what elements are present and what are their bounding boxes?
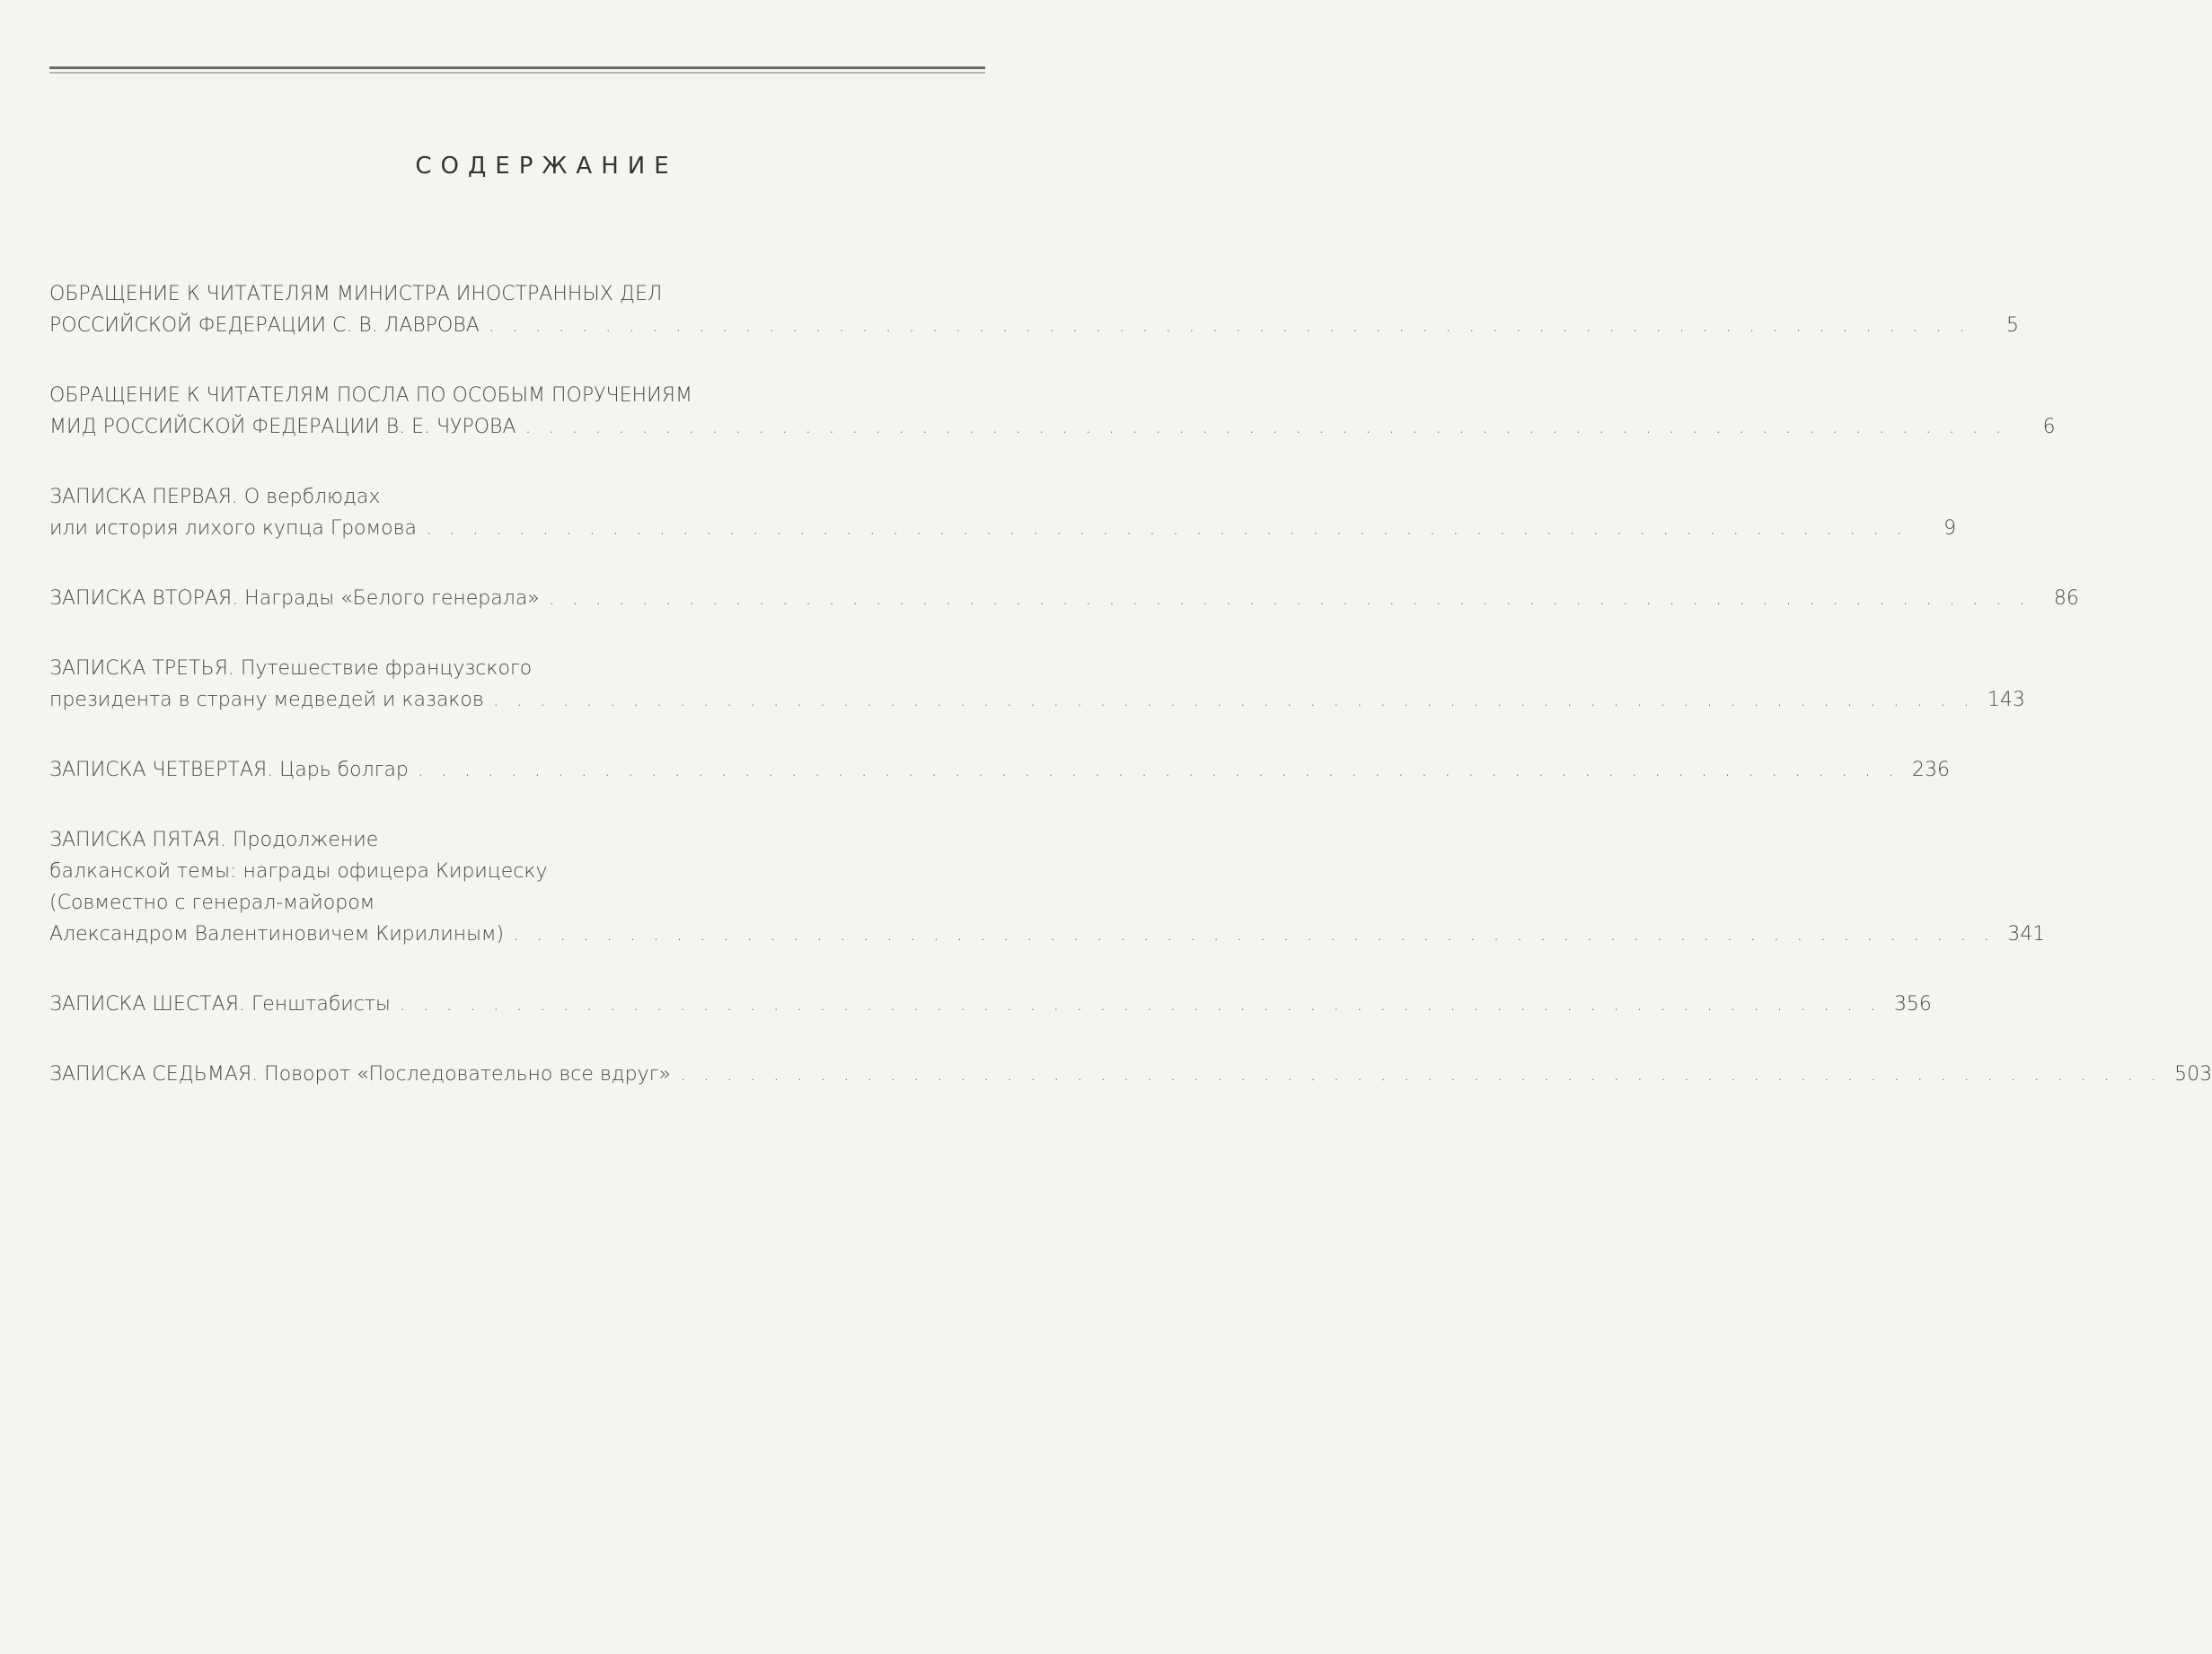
toc-entry-text: ЗАПИСКА ШЕСТАЯ. Генштабисты: [49, 993, 391, 1016]
toc-page-number: 86: [2053, 587, 2079, 610]
toc-entry: [49, 481, 1957, 544]
toc-page-number: 356: [1893, 993, 1932, 1016]
toc-entry-text: РОССИЙСКОЙ ФЕДЕРАЦИИ С. В. ЛАВРОВА: [49, 314, 480, 337]
toc-entry: [49, 653, 2025, 716]
toc-entry-text: ЗАПИСКА ВТОРАЯ. Награды «Белого генерала»: [49, 587, 540, 610]
toc-page-number: 6: [2042, 416, 2056, 438]
toc-entry-line: ЗАПИСКА ТРЕТЬЯ. Путешествие французского: [49, 657, 533, 680]
toc-leader-dots: . . . . . . . . . . . . . . . . . . . . . . . . . . . . . . . . . . . . . . . . . . . . . . . . . . . . . . . . . . . . . . . .: [548, 587, 2031, 610]
toc-entry-text: или история лихого купца Громова: [49, 517, 417, 540]
toc-entry-last-line: [49, 989, 1932, 1020]
toc-leader-dots: . . . . . . . . . . . . . . . . . . . . . . . . . . . . . . . . . . . . . . . . . . . . . . . . . . . . . . . . . . . . . . . .: [417, 759, 1900, 781]
toc-entry-text: ЗАПИСКА СЕДЬМАЯ. Поворот «Последовательно все вдруг»: [49, 1063, 671, 1086]
toc-page-number: 143: [1987, 689, 2025, 711]
toc-entry-line: ЗАПИСКА ПЯТАЯ. Продолжение: [49, 829, 379, 851]
toc-entry: [49, 380, 2056, 443]
toc-page-number: 503: [2174, 1063, 2212, 1086]
toc-leader-dots: . . . . . . . . . . . . . . . . . . . . . . . . . . . . . . . . . . . . . . . . . . . . . . . . . . . . . . . . . . . . . . . .: [425, 517, 1908, 540]
toc-entry-text: МИД РОССИЙСКОЙ ФЕДЕРАЦИИ В. Е. ЧУРОВА: [49, 416, 516, 438]
toc-entry-line: балканской темы: награды офицера Кирицеску: [49, 860, 548, 883]
toc-entry-text: Александром Валентиновичем Кирилиным): [49, 923, 505, 946]
toc-entry-text: ЗАПИСКА ЧЕТВЕРТАЯ. Царь болгар: [49, 759, 409, 781]
toc-page-number: 236: [1912, 759, 1951, 781]
toc-leader-dots: . . . . . . . . . . . . . . . . . . . . . . . . . . . . . . . . . . . . . . . . . . . . . . . . . . . . . . . . . . . . . . . .: [488, 314, 1970, 337]
toc-page-number: 341: [2007, 923, 2046, 946]
toc-page-number: 5: [2005, 314, 2019, 337]
header-rule: [49, 66, 985, 74]
toc-entry-last-line: [49, 684, 2025, 716]
toc-entry-line: ЗАПИСКА ПЕРВАЯ. О верблюдах: [49, 486, 381, 508]
toc-entry: [49, 824, 2046, 950]
toc-entry-last-line: [49, 754, 1951, 786]
toc-page-number: 9: [1943, 517, 1957, 540]
header-rule-thin: [49, 72, 985, 74]
toc-entry: [49, 583, 2079, 614]
toc-entry-last-line: [49, 583, 2079, 614]
toc-entry-last-line: [49, 513, 1957, 544]
toc-entry: [49, 989, 1932, 1020]
toc-entry-last-line: [49, 1059, 2212, 1090]
toc-entry-line: ОБРАЩЕНИЕ К ЧИТАТЕЛЯМ МИНИСТРА ИНОСТРАННЫХ ДЕЛ: [49, 283, 663, 305]
page-title: СОДЕРЖАНИЕ: [415, 153, 678, 180]
header-rule-thick: [49, 66, 985, 69]
toc-leader-dots: . . . . . . . . . . . . . . . . . . . . . . . . . . . . . . . . . . . . . . . . . . . . . . . . . . . . . . . . . . . . . . . .: [524, 416, 2007, 438]
toc-leader-dots: . . . . . . . . . . . . . . . . . . . . . . . . . . . . . . . . . . . . . . . . . . . . . . . . . . . . . . . . . . . . . . . .: [679, 1063, 2163, 1086]
toc-entry: [49, 754, 1951, 786]
toc-entry: [49, 278, 2019, 341]
toc-entry-last-line: [49, 310, 2019, 341]
toc-leader-dots: . . . . . . . . . . . . . . . . . . . . . . . . . . . . . . . . . . . . . . . . . . . . . . . . . . . . . . . . . . . . . . . .: [513, 923, 1996, 946]
toc-entry-text: президента в страну медведей и казаков: [49, 689, 484, 711]
toc-entry-last-line: [49, 411, 2056, 443]
toc-leader-dots: . . . . . . . . . . . . . . . . . . . . . . . . . . . . . . . . . . . . . . . . . . . . . . . . . . . . . . . . . . . . . . . .: [399, 993, 1882, 1016]
toc-entry-last-line: [49, 919, 2046, 950]
toc-entry-line: ОБРАЩЕНИЕ К ЧИТАТЕЛЯМ ПОСЛА ПО ОСОБЫМ ПОРУЧЕНИЯМ: [49, 384, 692, 407]
toc-leader-dots: . . . . . . . . . . . . . . . . . . . . . . . . . . . . . . . . . . . . . . . . . . . . . . . . . . . . . . . . . . . . . . . .: [492, 689, 1975, 711]
toc-entry: [49, 1059, 2212, 1090]
toc-entry-line: (Совместно с генерал-майором: [49, 892, 375, 914]
table-of-contents: [49, 278, 2212, 1090]
